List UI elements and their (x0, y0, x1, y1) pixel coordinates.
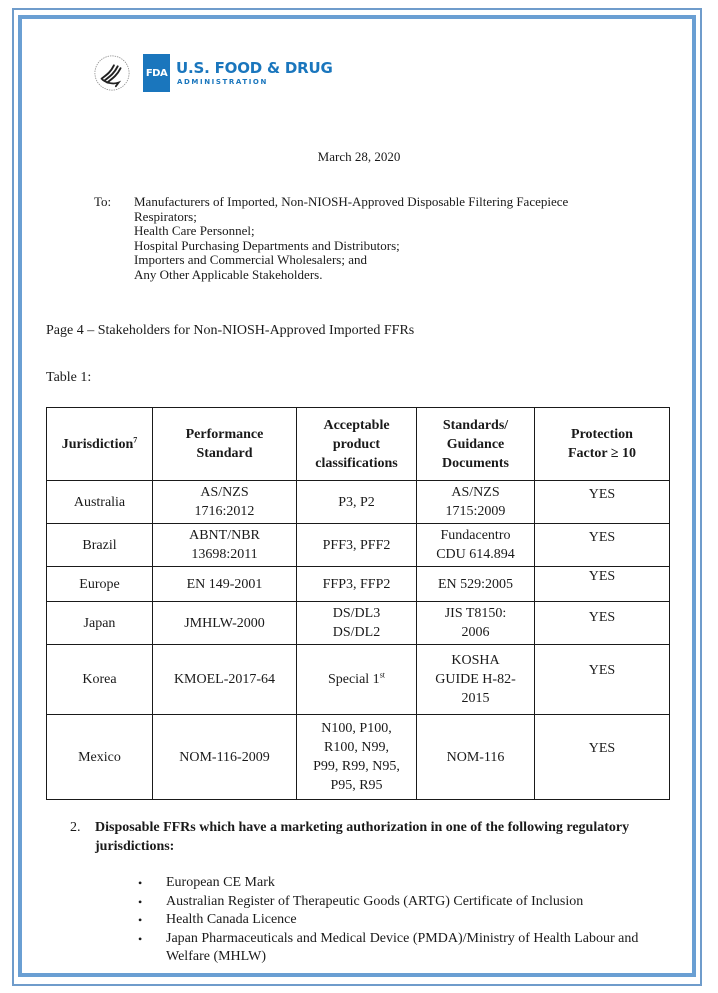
cell-protection: YES (535, 715, 670, 800)
fda-logo-title: U.S. FOOD & DRUG (176, 58, 333, 77)
cell-standard: EN 149-2001 (153, 567, 297, 602)
header-guidance-documents: Standards/ Guidance Documents (417, 408, 535, 481)
cell-protection: YES (535, 567, 670, 602)
page-heading: Page 4 – Stakeholders for Non-NIOSH-Approved Imported FFRs (46, 323, 415, 338)
recipient-line: Hospital Purchasing Departments and Distributors; (134, 237, 400, 253)
cell-classifications: Special 1st (297, 645, 417, 715)
authorization-list (138, 874, 668, 967)
fda-badge: FDA (143, 54, 170, 92)
cell-standard: KMOEL-2017-64 (153, 645, 297, 715)
list-item (138, 930, 668, 967)
list-item (138, 874, 668, 893)
table-row (47, 645, 670, 715)
cell-guidance: AS/NZS 1715:2009 (417, 481, 535, 524)
table-row (47, 481, 670, 524)
header-protection-factor: Protection Factor ≥ 10 (535, 408, 670, 481)
list-item-text: Australian Register of Therapeutic Goods (ARTG) Certificate of Inclusion (166, 893, 584, 909)
cell-jurisdiction: Australia (47, 481, 153, 524)
list-item (138, 911, 668, 930)
cell-classifications: P3, P2 (297, 481, 417, 524)
cell-jurisdiction: Mexico (47, 715, 153, 800)
recipient-line: Respirators; (134, 208, 197, 224)
cell-standard: AS/NZS 1716:2012 (153, 481, 297, 524)
section-number: 2. (70, 820, 81, 835)
table-header-row (47, 408, 670, 481)
table-row (47, 524, 670, 567)
bullet-icon: • (138, 913, 143, 927)
cell-standard: ABNT/NBR 13698:2011 (153, 524, 297, 567)
recipient-line: Health Care Personnel; (134, 223, 255, 238)
cell-classifications: N100, P100, R100, N99, P99, R99, N95, P95, R95 (297, 715, 417, 800)
list-item-text: Health Canada Licence (166, 912, 297, 927)
cell-guidance: NOM-116 (417, 715, 535, 800)
header-performance-standard: Performance Standard (153, 408, 297, 481)
table-row (47, 567, 670, 602)
list-item-text: European CE Mark (166, 875, 275, 890)
cell-jurisdiction: Europe (47, 567, 153, 602)
section-2-heading (70, 818, 670, 856)
letter-date: March 28, 2020 (317, 149, 401, 164)
table-label: Table 1: (46, 370, 92, 385)
recipient-line: Any Other Applicable Stakeholders. (134, 266, 323, 282)
bullet-icon: • (138, 876, 143, 890)
cell-jurisdiction: Japan (47, 602, 153, 645)
cell-protection: YES (535, 524, 670, 567)
section-text: Disposable FFRs which have a marketing authorization in one of the following regulatory jurisdictions: (95, 820, 630, 854)
cell-jurisdiction: Brazil (47, 524, 153, 567)
fda-logo-subtitle: ADMINISTRATION (177, 77, 268, 86)
cell-protection: YES (535, 602, 670, 645)
recipients-block (94, 195, 604, 282)
fda-logo (93, 53, 333, 93)
cell-standard: NOM-116-2009 (153, 715, 297, 800)
cell-protection: YES (535, 645, 670, 715)
table-row (47, 715, 670, 800)
cell-classifications: FFP3, FFP2 (297, 567, 417, 602)
to-label: To: (94, 194, 112, 209)
bullet-icon: • (138, 894, 143, 909)
header-product-classifications: Acceptable product classifications (297, 408, 417, 481)
cell-classifications: DS/DL3 DS/DL2 (297, 602, 417, 645)
bullet-icon: • (138, 931, 143, 946)
cell-classifications: PFF3, PFF2 (297, 524, 417, 567)
cell-standard: JMHLW-2000 (153, 602, 297, 645)
hhs-eagle-seal-icon (93, 54, 131, 92)
list-item (138, 893, 668, 912)
list-item-text: Japan Pharmaceuticals and Medical Device (PMDA)/Ministry of Health Labour and Welfare (MHLW) (166, 930, 639, 964)
cell-guidance: Fundacentro CDU 614.894 (417, 524, 535, 567)
jurisdiction-table (46, 407, 670, 800)
header-jurisdiction: Jurisdiction$^7$ (47, 408, 153, 481)
recipient-line: Importers and Commercial Wholesalers; and (134, 252, 367, 267)
cell-jurisdiction: Korea (47, 645, 153, 715)
cell-guidance: KOSHA GUIDE H-82- 2015 (417, 645, 535, 715)
cell-guidance: JIS T8150: 2006 (417, 602, 535, 645)
cell-guidance: EN 529:2005 (417, 567, 535, 602)
recipient-line: Manufacturers of Imported, Non-NIOSH-Approved Disposable Filtering Facepiece (134, 194, 569, 209)
cell-protection: YES (535, 481, 670, 524)
table-row (47, 602, 670, 645)
